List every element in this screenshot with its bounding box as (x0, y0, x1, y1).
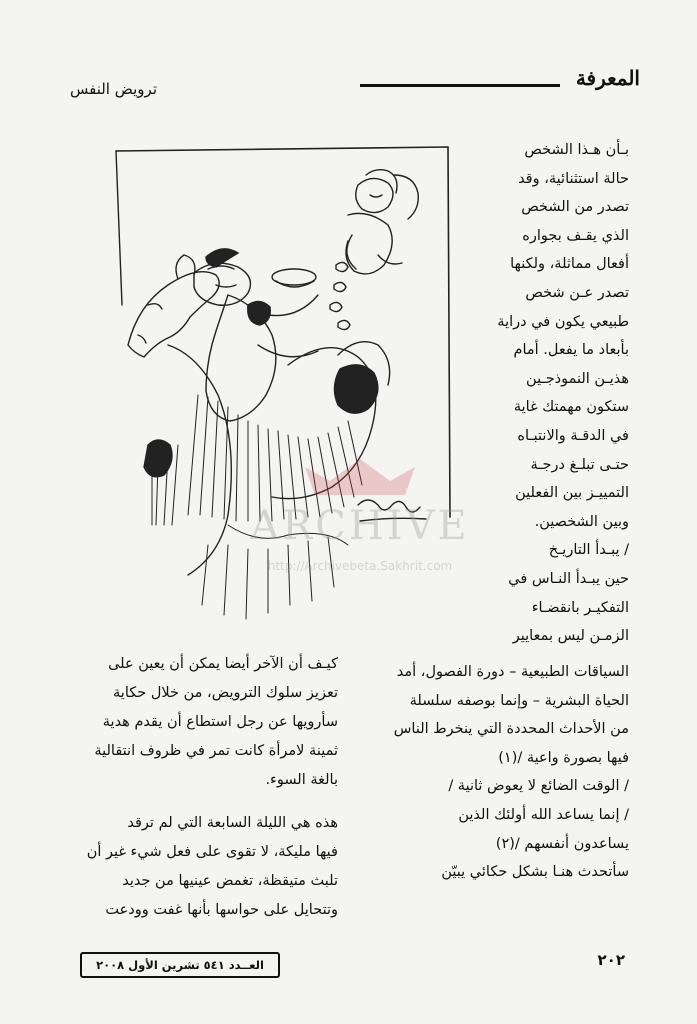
text-line: وتتحايل على حواسها بأنها غفت وودعت (105, 902, 338, 918)
text-line: بـأن هـذا الشخص (524, 142, 629, 158)
text-line: بأبعاد ما يفعل. أمام (513, 342, 629, 359)
text-line: بالغة السوء. (265, 772, 338, 788)
text-line: التمييـز بين الفعلين (515, 485, 629, 502)
text-line: / يبـدأ التاريـخ (548, 542, 629, 559)
text-line: / الوقت الضائع لا يعوض ثانية / (448, 778, 629, 795)
text-line: الزمـن ليس بمعايير (512, 628, 629, 645)
watermark-text: ARCHIVE (250, 503, 470, 549)
header-rule (360, 84, 560, 87)
text-line: الذي يقـف بجواره (522, 227, 629, 244)
text-line: تلبث متيقظة، تغمض عينيها من جديد (122, 873, 338, 889)
text-line: فيها بصورة واعية /(١) (498, 749, 629, 766)
text-line: يساعدون أنفسهم /(٢) (495, 835, 629, 852)
text-line: وبين الشخصين. (534, 513, 629, 530)
text-line: ستكون مهمتك غاية (513, 399, 629, 416)
text-line: التفكيـر بانقضـاء (531, 599, 629, 616)
issue-info: العــدد ٥٤١ تشرين الأول ٢٠٠٨ (80, 952, 280, 978)
left-column (70, 650, 338, 925)
text-line: في الدقـة والانتبـاه (517, 427, 629, 444)
text-line: هذيـن النموذجـين (526, 370, 629, 387)
text-line: طبيعي يكون في دراية (497, 313, 629, 330)
text-line: هذه هي الليلة السابعة التي لم ترقد (127, 815, 338, 831)
text-line: حتـى تبلـغ درجـة (530, 456, 629, 473)
text-line: أفعال مماثلة، ولكنها (510, 256, 629, 273)
watermark-url: http://Archivebeta.Sakhrit.com (267, 559, 453, 573)
text-line: من الأحداث المحددة التي ينخرط الناس (393, 721, 629, 738)
text-line: ثمينة لامرأة كانت تمر في ظروف انتقالية (94, 743, 338, 759)
right-column (429, 136, 629, 651)
text-line: / إنما يساعد الله أولئك الذين (458, 806, 629, 823)
text-line: السياقات الطبيعية – دورة الفصول، أمد (396, 664, 629, 680)
text-line: تصدر عـن شخص (525, 284, 629, 301)
text-line: تعزيز سلوك الترويض، من خلال حكاية (113, 685, 338, 701)
text-line: سأتحدث هنـا بشكل حكائي يبيّن (441, 864, 629, 881)
text-line: كيـف أن الآخر أيضا يمكن أن يعين على (108, 656, 338, 672)
text-line: حين يبـدأ النـاس في (508, 570, 629, 587)
text-line: تصدر من الشخص (521, 199, 629, 216)
text-line: سأرويها عن رجل استطاع أن يقدم هدية (102, 714, 338, 730)
right-column-continued (289, 658, 629, 887)
text-line: حالة استثنائية، وقد (518, 170, 629, 187)
section-title: ترويض النفس (70, 80, 157, 98)
text-line: الحياة البشرية – وإنما بوصفه سلسلة (409, 692, 629, 709)
magazine-logo: المعرفة (575, 66, 640, 90)
page-header (70, 62, 640, 102)
text-line: فيها مليكة، لا تقوى على فعل شيء غير أن (86, 844, 338, 860)
page-number: ٢٠٢ (597, 951, 625, 969)
ink-illustration (108, 145, 453, 635)
